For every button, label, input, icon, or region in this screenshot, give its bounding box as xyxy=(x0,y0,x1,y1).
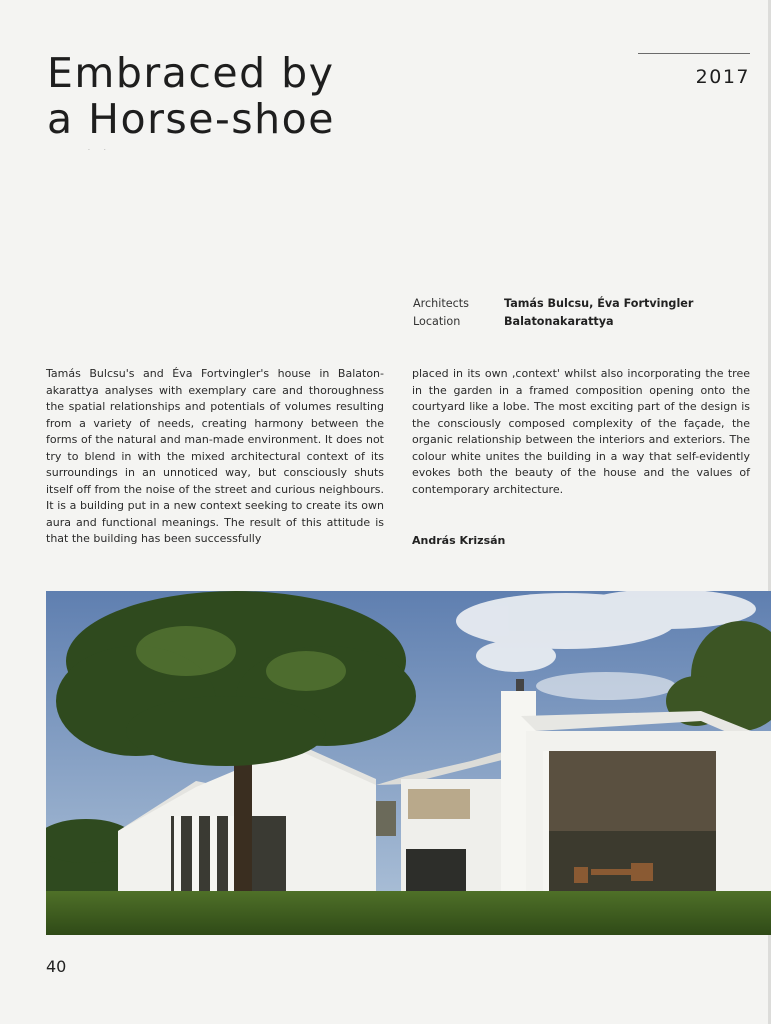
chimney-cap xyxy=(516,679,524,691)
credits-block xyxy=(413,296,693,330)
house-photo xyxy=(46,591,771,935)
house-illustration xyxy=(46,591,771,935)
glazing xyxy=(406,849,466,891)
location-value: Balatonakarattya xyxy=(504,314,614,328)
year: 2017 xyxy=(695,66,750,88)
tree-canopy xyxy=(56,591,416,766)
window xyxy=(376,801,396,836)
title-line-2: a Horse-shoe xyxy=(47,95,335,143)
body-text-left: Tamás Bulcsu's and Éva Fortvingler's house in Balaton-akarattya analyses with exemplary care and thoroughness the spatial relationships and potentials of volumes resulting from a variety of needs, creating harmony between the forms of the natural and man-made environment. It does not try to blend in with the mixed architectural context of its surroundings in an unnoticed way, but consciously shuts itself off from the noise of the street and curious neighbours. It is a building put in a new context seeking to create its own aura and functional meanings. The result of this attitude is that the building has been successfully xyxy=(46,367,384,545)
porch-ceiling xyxy=(546,751,716,831)
author: András Krizsán xyxy=(412,534,506,547)
location-label: Location xyxy=(413,314,461,328)
body-column-left xyxy=(46,366,384,548)
print-specks: ·· xyxy=(88,147,120,154)
body-text-right: placed in its own ‚context' whilst also incorporating the tree in the garden in a framed composition opening onto the courtyard like a lobe. The most exciting part of the design is the consciously composed complexity of the façade, the organic relationship between the interiors and exteriors. The colour white unites the building in a way that self-evidently evokes both the beauty of the house and the values of contemporary architecture. xyxy=(412,367,750,496)
architects-value: Tamás Bulcsu, Éva Fortvingler xyxy=(504,297,694,310)
architects-label: Architects xyxy=(413,297,469,310)
page-number: 40 xyxy=(46,957,67,976)
year-rule xyxy=(638,53,750,54)
porch-post xyxy=(543,751,549,891)
lawn xyxy=(46,891,771,935)
title-line-1: Embraced by xyxy=(47,49,335,97)
slatted-window xyxy=(408,789,470,819)
page-title xyxy=(47,50,335,142)
body-column-right xyxy=(412,366,750,498)
